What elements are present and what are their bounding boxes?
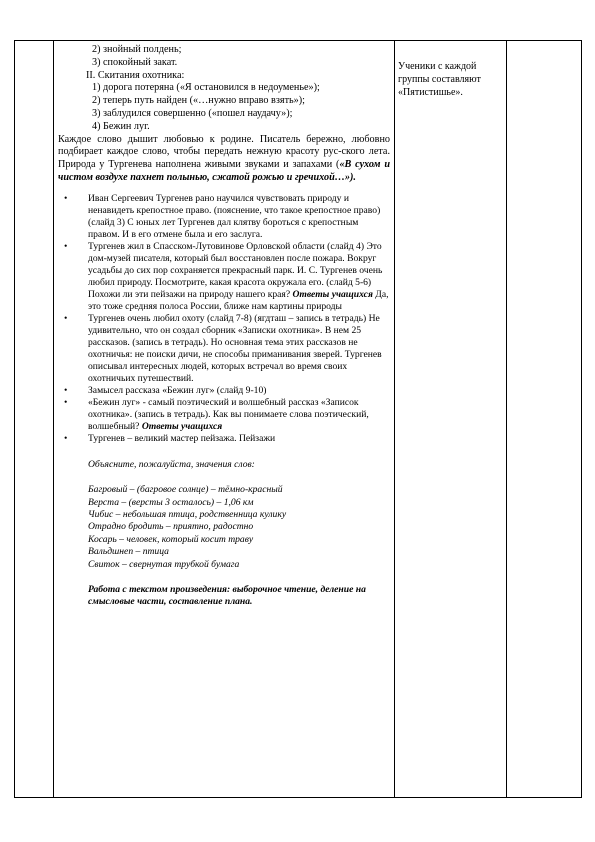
bullet-item xyxy=(58,313,390,385)
bullet-dot-icon: • xyxy=(64,192,68,204)
bullet-dot-icon: • xyxy=(64,240,68,252)
bullet-text: Тургенев очень любил охоту (слайд 7-8) (ягдташ – запись в тетрадь) Не удивительно, что он создал сборник «Записки охотника». В нем 25 рассказов. (запись в тетрадь). Но основная тема этих рассказов не охотничья: не поиски дичи, не способы приманивания зверей. Тургенев описывал интересных людей, которых встречал во время своих охотничьих путешествий. xyxy=(88,312,382,384)
intro-text: Каждое слово дышит любовью к родине. Писатель бережно, любовно подбирает каждое слово, чтобы передать нежную красоту рус-ского лета. Природа у Тургенева наполнена живыми звуками и запахами ( xyxy=(58,133,390,171)
plan-line: 2) знойный полдень; xyxy=(92,44,182,55)
bullet-dot-icon: • xyxy=(64,432,68,444)
vocabulary-item: Косарь – человек, который косит траву xyxy=(88,533,254,545)
table-border-col2 xyxy=(394,40,395,798)
intro-paragraph xyxy=(58,134,390,185)
bullet-item xyxy=(58,193,390,241)
bullet-dot-icon: • xyxy=(64,312,68,324)
vocabulary-heading: Объясните, пожалуйста, значения слов: xyxy=(88,458,255,470)
plan-line: 3) спокойный закат. xyxy=(92,56,178,68)
plan-line: 3) заблудился совершенно («пошел наудачу»); xyxy=(92,107,293,119)
bullet-text: Да, это тоже средняя полоса России, ближе нам картины природы xyxy=(88,288,389,312)
table-bottom-border xyxy=(14,797,581,798)
plan-line: II. Скитания охотника: xyxy=(86,69,185,81)
vocabulary-item: Отрадно бродить – приятно, радостно xyxy=(88,521,254,533)
table-border-col3 xyxy=(506,40,507,798)
work-note: Работа с текстом произведения: выборочное чтение, деление на смысловые части, составление плана. xyxy=(88,584,366,608)
bullet-item xyxy=(58,433,390,445)
bullet-text: Тургенев жил в Спасском-Лутовинове Орловской области (слайд 4) Это дом-музей писателя, который был восстановлен после пожара. Вокруг усадьбы до сих пор сохраняется прекрасный парк. И. С. Тургенев очень любил природу. Посмотрите, какая красота окружала его. (слайд 5-6) Похожи ли эти пейзажи на природу нашего края? xyxy=(88,240,383,300)
bullet-item xyxy=(58,241,390,313)
vocabulary-item: Вальдшнеп – птица xyxy=(88,546,169,558)
vocabulary-item: Багровый – (багровое солнце) – тёмно-красный xyxy=(88,484,283,496)
bullet-text: Замысел рассказа «Бежин луг» (слайд 9-10) xyxy=(88,384,267,396)
bullet-text: Иван Сергеевич Тургенев рано научился чувствовать природу и ненавидеть крепостное право. (пояснение, что такое крепостное право) (слайд 3) С юных лет Тургенев дал клятву бороться с крепостным правом. И в его отмене была и его заслуга. xyxy=(88,192,381,240)
vocabulary-item: Свиток – свернутая трубкой бумага xyxy=(88,558,240,570)
vocabulary-item: Чибис – небольшая птица, родственница кулику xyxy=(88,508,287,520)
bullet-text: Тургенев – великий мастер пейзажа. Пейзажи xyxy=(88,432,276,444)
plan-line: 2) теперь путь найден («…нужно вправо взять»); xyxy=(92,95,305,107)
plan-line: 4) Бежин луг. xyxy=(92,120,150,132)
intro-quote: «В сухом и чистом воздухе пахнет полынью, сжатой рожью и гречихой…»). xyxy=(58,159,390,183)
bullet-dot-icon: • xyxy=(64,384,68,396)
vocabulary-item: Верста – (версты 3 осталось) – 1,06 км xyxy=(88,496,254,508)
table-border-col1 xyxy=(53,40,54,798)
bullet-text: «Бежин луг» - самый поэтический и волшебный рассказ «Записок охотника». (запись в тетрадь). Как вы понимаете слова поэтический, волшебный? xyxy=(88,396,369,432)
bullet-item xyxy=(58,385,390,397)
table-top-border xyxy=(14,40,581,41)
plan-line: 1) дорога потеряна («Я остановился в недоуменье»); xyxy=(92,82,320,94)
bullet-dot-icon: • xyxy=(64,396,68,408)
table-border-right xyxy=(581,40,582,798)
answer-label: Ответы учащихся xyxy=(141,420,223,432)
lesson-content xyxy=(58,44,390,608)
story-plan xyxy=(58,44,390,134)
table-border-left xyxy=(14,40,15,798)
answer-label: Ответы учащихся xyxy=(292,288,373,300)
bullet-list xyxy=(58,193,390,445)
vocabulary-block xyxy=(58,459,390,571)
student-activity-note: Ученики с каждой группы составляют «Пятистишье». xyxy=(398,61,481,98)
bullet-item xyxy=(58,397,390,433)
